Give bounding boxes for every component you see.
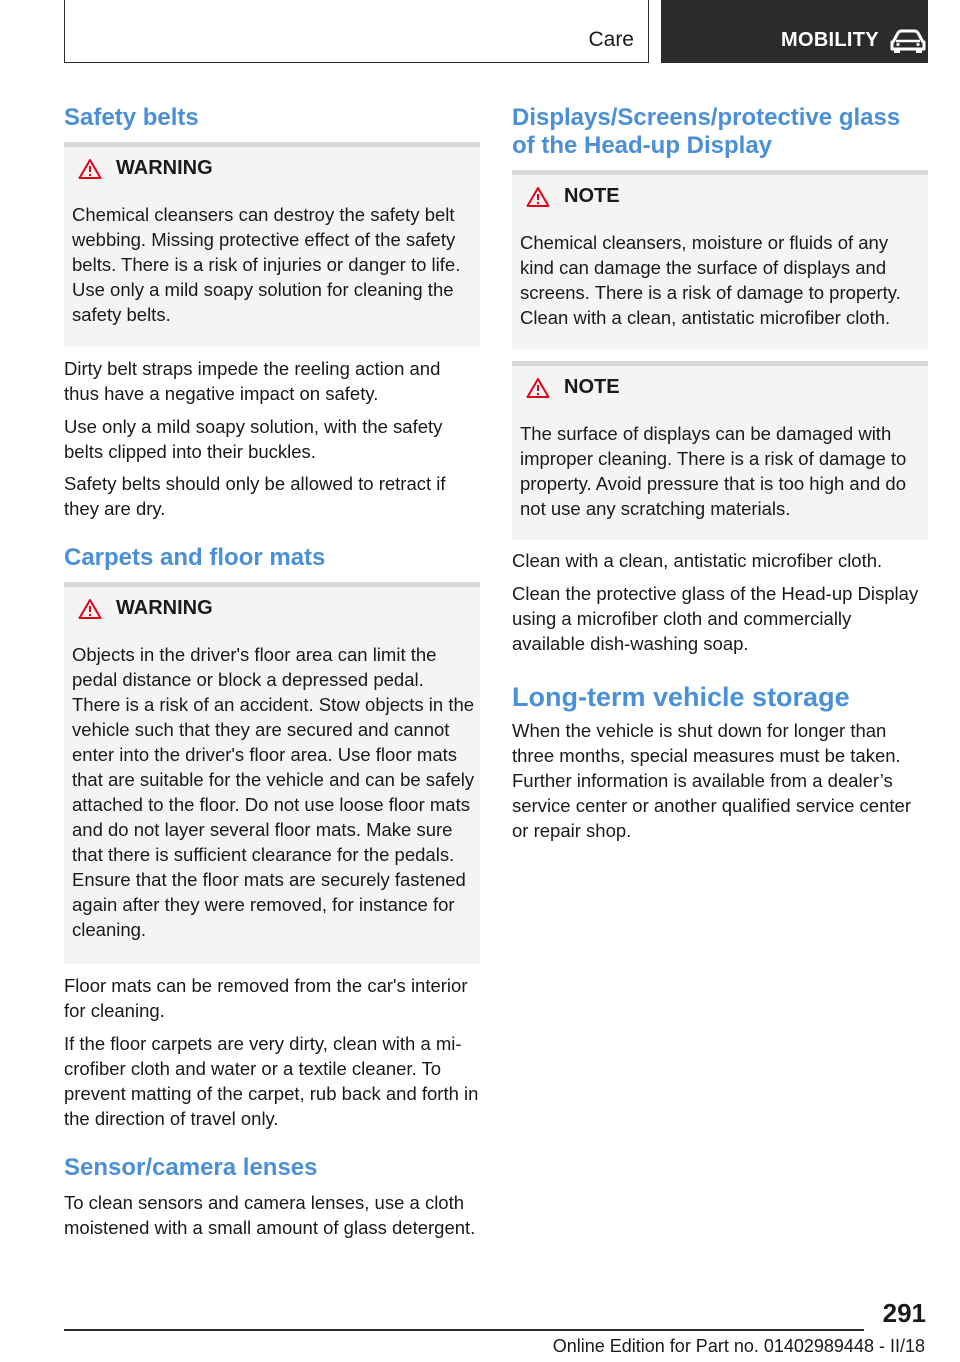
warning-label: WARNING	[116, 157, 213, 179]
paragraph: Safety belts should only be allowed to retract if they are dry.	[64, 473, 446, 519]
page-number: 291	[882, 1298, 926, 1328]
heading-displays: Displays/Screens/protective glass of the Head-up Display	[512, 104, 901, 159]
warning-icon	[526, 377, 550, 399]
paragraph: Clean the protective glass of the Head-up Display using a microfiber cloth and commercially available dish-washing soap.	[512, 583, 919, 654]
paragraph: When the vehicle is shut down for longer than three months, special measures must be taken. Further information is available from a dealer’s service center or another qualified service center or repair shop.	[512, 720, 911, 841]
section-title: Care	[588, 28, 634, 51]
car-icon	[889, 28, 927, 54]
paragraph: Use only a mild soapy solution, with the safety belts clipped into their buckles.	[64, 416, 443, 462]
paragraph: If the floor carpets are very dirty, clean with a microfiber cloth and water or a textile cleaner. To prevent matting of the carpet, rub back and forth in the direction of travel only.	[64, 1033, 479, 1129]
warning-label: WARNING	[116, 597, 213, 619]
note-text: Chemical cleansers, moisture or fluids of any kind can damage the surface of displays and screens. There is a risk of damage to property. Clean with a clean, antistatic microfiber cloth.	[520, 232, 901, 328]
note-header	[526, 376, 620, 399]
note-label: NOTE	[564, 376, 620, 398]
section-tab	[64, 0, 649, 63]
heading-safety-belts: Safety belts	[64, 104, 199, 131]
paragraph: Floor mats can be removed from the car's interior for cleaning.	[64, 975, 468, 1021]
note-header	[526, 185, 620, 208]
warning-icon	[78, 158, 102, 180]
footer-rule	[64, 1329, 864, 1331]
heading-storage: Long-term vehicle storage	[512, 682, 850, 712]
note-box-2	[512, 366, 928, 540]
warning-box-safety-belts	[64, 147, 480, 347]
warning-header	[78, 597, 213, 620]
warning-text: Objects in the driver's floor area can limit the pedal distance or block a depressed pedal. There is a risk of an accident. Stow objects in the vehicle such that they are secured and cannot enter into the driver's floor area. Use floor mats that are suitable for the vehicle and can be safely attached to the floor. Do not use loose floor mats and do not layer several floor mats. Make sure that there is sufficient clearance for the pedals. Ensure that the floor mats are securely fastened again after they were removed, for instance for cleaning.	[72, 644, 475, 940]
paragraph: To clean sensors and camera lenses, use a cloth moistened with a small amount of glass detergent.	[64, 1192, 476, 1238]
heading-sensor: Sensor/camera lenses	[64, 1154, 318, 1181]
edition-info: Online Edition for Part no. 01402989448 - II/18	[552, 1336, 925, 1356]
note-text: The surface of displays can be damaged with improper cleaning. There is a risk of damage to property. Avoid pressure that is too high and do not use any scratching materials.	[520, 423, 907, 519]
heading-carpets: Carpets and floor mats	[64, 544, 326, 571]
page-header	[64, 0, 928, 66]
warning-box-carpets	[64, 587, 480, 964]
paragraph: Dirty belt straps impede the reeling action and thus have a negative impact on safety.	[64, 358, 441, 404]
chapter-tab	[661, 0, 928, 63]
warning-text: Chemical cleansers can destroy the safety belt webbing. Missing protective effect of the safety belts. There is a risk of injuries or danger to life. Use only a mild soapy solution for cleaning the safety belts.	[72, 204, 461, 325]
warning-header	[78, 157, 213, 180]
warning-icon	[78, 598, 102, 620]
chapter-title: MOBILITY	[781, 29, 879, 51]
note-label: NOTE	[564, 185, 620, 207]
warning-icon	[526, 186, 550, 208]
note-box-1	[512, 175, 928, 349]
paragraph: Clean with a clean, antistatic microfiber cloth.	[512, 550, 883, 571]
